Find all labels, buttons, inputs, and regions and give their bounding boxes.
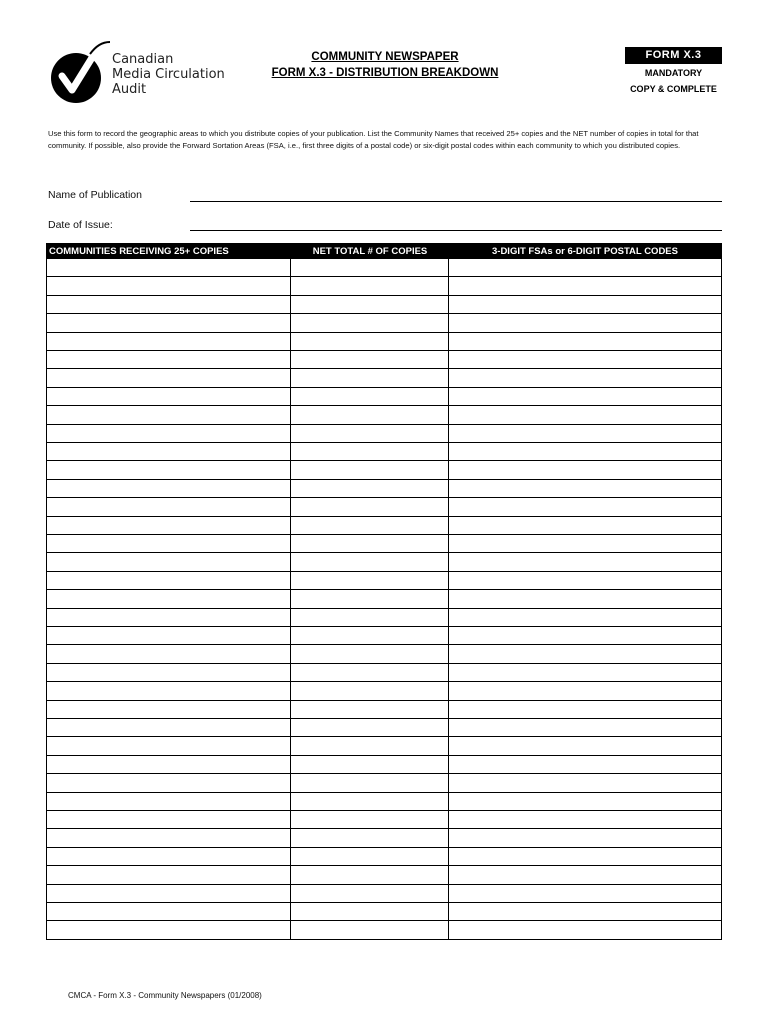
cell-postal-codes[interactable] (448, 553, 722, 570)
table-row (47, 609, 721, 627)
header-net-total: NET TOTAL # OF COPIES (312, 246, 428, 257)
table-row (47, 443, 721, 461)
checkmark-circle-icon (50, 40, 110, 110)
cell-community[interactable] (47, 866, 290, 883)
cell-postal-codes[interactable] (448, 903, 722, 920)
cell-community[interactable] (47, 369, 290, 386)
cell-community[interactable] (47, 829, 290, 846)
cell-net-total[interactable] (290, 351, 449, 368)
form-number-badge: FORM X.3 (625, 47, 722, 64)
cell-community[interactable] (47, 443, 290, 460)
cell-net-total[interactable] (290, 572, 449, 589)
cell-community[interactable] (47, 885, 290, 902)
title-line-1: COMMUNITY NEWSPAPER (311, 51, 459, 63)
cell-net-total[interactable] (290, 277, 449, 294)
table-row (47, 517, 721, 535)
cell-net-total[interactable] (290, 756, 449, 773)
cell-postal-codes[interactable] (448, 443, 722, 460)
table-row (47, 572, 721, 590)
cell-net-total[interactable] (290, 388, 449, 405)
logo-wordmark (112, 52, 225, 97)
cell-community[interactable] (47, 627, 290, 644)
cell-postal-codes[interactable] (448, 701, 722, 718)
cell-postal-codes[interactable] (448, 811, 722, 828)
cell-net-total[interactable] (290, 498, 449, 515)
cell-community[interactable] (47, 296, 290, 313)
cell-net-total[interactable] (290, 903, 449, 920)
logo-line-2: Media Circulation (112, 67, 225, 82)
table-row (47, 369, 721, 387)
table-row (47, 535, 721, 553)
cell-postal-codes[interactable] (448, 572, 722, 589)
table-row (47, 425, 721, 443)
table-row (47, 333, 721, 351)
cell-community[interactable] (47, 259, 290, 276)
cell-postal-codes[interactable] (448, 425, 722, 442)
cell-postal-codes[interactable] (448, 461, 722, 478)
cell-community[interactable] (47, 609, 290, 626)
publication-name-field[interactable] (190, 201, 722, 202)
table-row (47, 829, 721, 847)
cell-postal-codes[interactable] (448, 719, 722, 736)
cell-net-total[interactable] (290, 645, 449, 662)
cell-community[interactable] (47, 737, 290, 754)
cell-community[interactable] (47, 774, 290, 791)
cell-net-total[interactable] (290, 866, 449, 883)
table-row (47, 848, 721, 866)
cell-net-total[interactable] (290, 333, 449, 350)
cell-net-total[interactable] (290, 535, 449, 552)
header-postal-codes: 3-DIGIT FSAs or 6-DIGIT POSTAL CODES (492, 246, 678, 257)
table-row (47, 406, 721, 424)
cell-community[interactable] (47, 903, 290, 920)
table-row (47, 682, 721, 700)
cell-postal-codes[interactable] (448, 645, 722, 662)
cell-postal-codes[interactable] (448, 535, 722, 552)
table-row (47, 811, 721, 829)
table-row (47, 351, 721, 369)
table-row (47, 701, 721, 719)
cell-community[interactable] (47, 388, 290, 405)
cell-postal-codes[interactable] (448, 406, 722, 423)
table-row (47, 737, 721, 755)
cell-community[interactable] (47, 572, 290, 589)
distribution-table (46, 243, 722, 940)
table-header (47, 244, 721, 259)
cell-postal-codes[interactable] (448, 590, 722, 607)
cell-net-total[interactable] (290, 885, 449, 902)
form-title (240, 49, 530, 81)
cell-postal-codes[interactable] (448, 498, 722, 515)
instructions-text: Use this form to record the geographic areas to which you distribute copies of your publication. List the Community Names that received 25+ copies and the NET number of copies in total for that community. If possible, also provide the Forward Sortation Areas (FSA, i.e., first three digits of a postal code) or six-digit postal codes within each community to which you distributed copies. (48, 129, 699, 150)
cell-postal-codes[interactable] (448, 259, 722, 276)
cell-community[interactable] (47, 425, 290, 442)
cmca-logo (50, 40, 230, 110)
publication-name-label: Name of Publication (48, 189, 142, 201)
copy-complete-label: COPY & COMPLETE (630, 84, 717, 94)
table-row (47, 756, 721, 774)
cell-community[interactable] (47, 756, 290, 773)
cell-postal-codes[interactable] (448, 314, 722, 331)
cell-community[interactable] (47, 333, 290, 350)
logo-line-1: Canadian (112, 52, 174, 67)
cell-community[interactable] (47, 590, 290, 607)
table-row (47, 277, 721, 295)
cell-community[interactable] (47, 406, 290, 423)
cell-community[interactable] (47, 701, 290, 718)
table-row (47, 774, 721, 792)
cell-community[interactable] (47, 682, 290, 699)
table-row (47, 921, 721, 939)
cell-community[interactable] (47, 553, 290, 570)
table-row (47, 866, 721, 884)
issue-date-label: Date of Issue: (48, 219, 113, 231)
cell-net-total[interactable] (290, 609, 449, 626)
cell-postal-codes[interactable] (448, 333, 722, 350)
cell-postal-codes[interactable] (448, 921, 722, 939)
cell-postal-codes[interactable] (448, 737, 722, 754)
table-row (47, 627, 721, 645)
table-row (47, 719, 721, 737)
cell-community[interactable] (47, 498, 290, 515)
cell-net-total[interactable] (290, 627, 449, 644)
table-row (47, 314, 721, 332)
mandatory-label: MANDATORY (644, 68, 703, 78)
cell-postal-codes[interactable] (448, 369, 722, 386)
cell-postal-codes[interactable] (448, 866, 722, 883)
cell-net-total[interactable] (290, 848, 449, 865)
table-row (47, 590, 721, 608)
cell-net-total[interactable] (290, 682, 449, 699)
cell-community[interactable] (47, 314, 290, 331)
cell-net-total[interactable] (290, 793, 449, 810)
cell-net-total[interactable] (290, 425, 449, 442)
table-row (47, 388, 721, 406)
cell-net-total[interactable] (290, 369, 449, 386)
cell-net-total[interactable] (290, 406, 449, 423)
cell-net-total[interactable] (290, 443, 449, 460)
cell-community[interactable] (47, 811, 290, 828)
cell-net-total[interactable] (290, 314, 449, 331)
cell-net-total[interactable] (290, 921, 449, 939)
cell-net-total[interactable] (290, 774, 449, 791)
table-row (47, 461, 721, 479)
cell-postal-codes[interactable] (448, 351, 722, 368)
cell-postal-codes[interactable] (448, 388, 722, 405)
cell-community[interactable] (47, 351, 290, 368)
cell-community[interactable] (47, 921, 290, 939)
cell-community[interactable] (47, 664, 290, 681)
cell-postal-codes[interactable] (448, 848, 722, 865)
table-row (47, 498, 721, 516)
title-line-2: FORM X.3 - DISTRIBUTION BREAKDOWN (271, 67, 499, 79)
table-row (47, 553, 721, 571)
cell-community[interactable] (47, 719, 290, 736)
cell-postal-codes[interactable] (448, 296, 722, 313)
header-communities: COMMUNITIES RECEIVING 25+ COPIES (49, 246, 229, 257)
cell-net-total[interactable] (290, 517, 449, 534)
cell-net-total[interactable] (290, 811, 449, 828)
cell-postal-codes[interactable] (448, 829, 722, 846)
table-row (47, 296, 721, 314)
cell-net-total[interactable] (290, 296, 449, 313)
cell-community[interactable] (47, 535, 290, 552)
cell-community[interactable] (47, 277, 290, 294)
cell-postal-codes[interactable] (448, 774, 722, 791)
cell-postal-codes[interactable] (448, 756, 722, 773)
table-row (47, 645, 721, 663)
logo-line-3: Audit (112, 82, 147, 97)
cell-postal-codes[interactable] (448, 682, 722, 699)
cell-net-total[interactable] (290, 461, 449, 478)
cell-postal-codes[interactable] (448, 664, 722, 681)
table-row (47, 903, 721, 921)
cell-net-total[interactable] (290, 829, 449, 846)
cell-community[interactable] (47, 793, 290, 810)
cell-postal-codes[interactable] (448, 885, 722, 902)
cell-community[interactable] (47, 480, 290, 497)
cell-net-total[interactable] (290, 480, 449, 497)
cell-net-total[interactable] (290, 719, 449, 736)
cell-postal-codes[interactable] (448, 627, 722, 644)
cell-postal-codes[interactable] (448, 609, 722, 626)
cell-net-total[interactable] (290, 259, 449, 276)
cell-postal-codes[interactable] (448, 480, 722, 497)
footer-text: CMCA - Form X.3 - Community Newspapers (01/2008) (68, 991, 262, 1000)
cell-community[interactable] (47, 645, 290, 662)
cell-net-total[interactable] (290, 590, 449, 607)
cell-postal-codes[interactable] (448, 277, 722, 294)
issue-date-field[interactable] (190, 230, 722, 231)
table-row (47, 259, 721, 277)
cell-community[interactable] (47, 848, 290, 865)
cell-net-total[interactable] (290, 553, 449, 570)
table-row (47, 793, 721, 811)
table-row (47, 664, 721, 682)
cell-net-total[interactable] (290, 701, 449, 718)
cell-postal-codes[interactable] (448, 517, 722, 534)
cell-net-total[interactable] (290, 737, 449, 754)
table-row (47, 885, 721, 903)
cell-community[interactable] (47, 461, 290, 478)
table-row (47, 480, 721, 498)
cell-community[interactable] (47, 517, 290, 534)
cell-postal-codes[interactable] (448, 793, 722, 810)
cell-net-total[interactable] (290, 664, 449, 681)
